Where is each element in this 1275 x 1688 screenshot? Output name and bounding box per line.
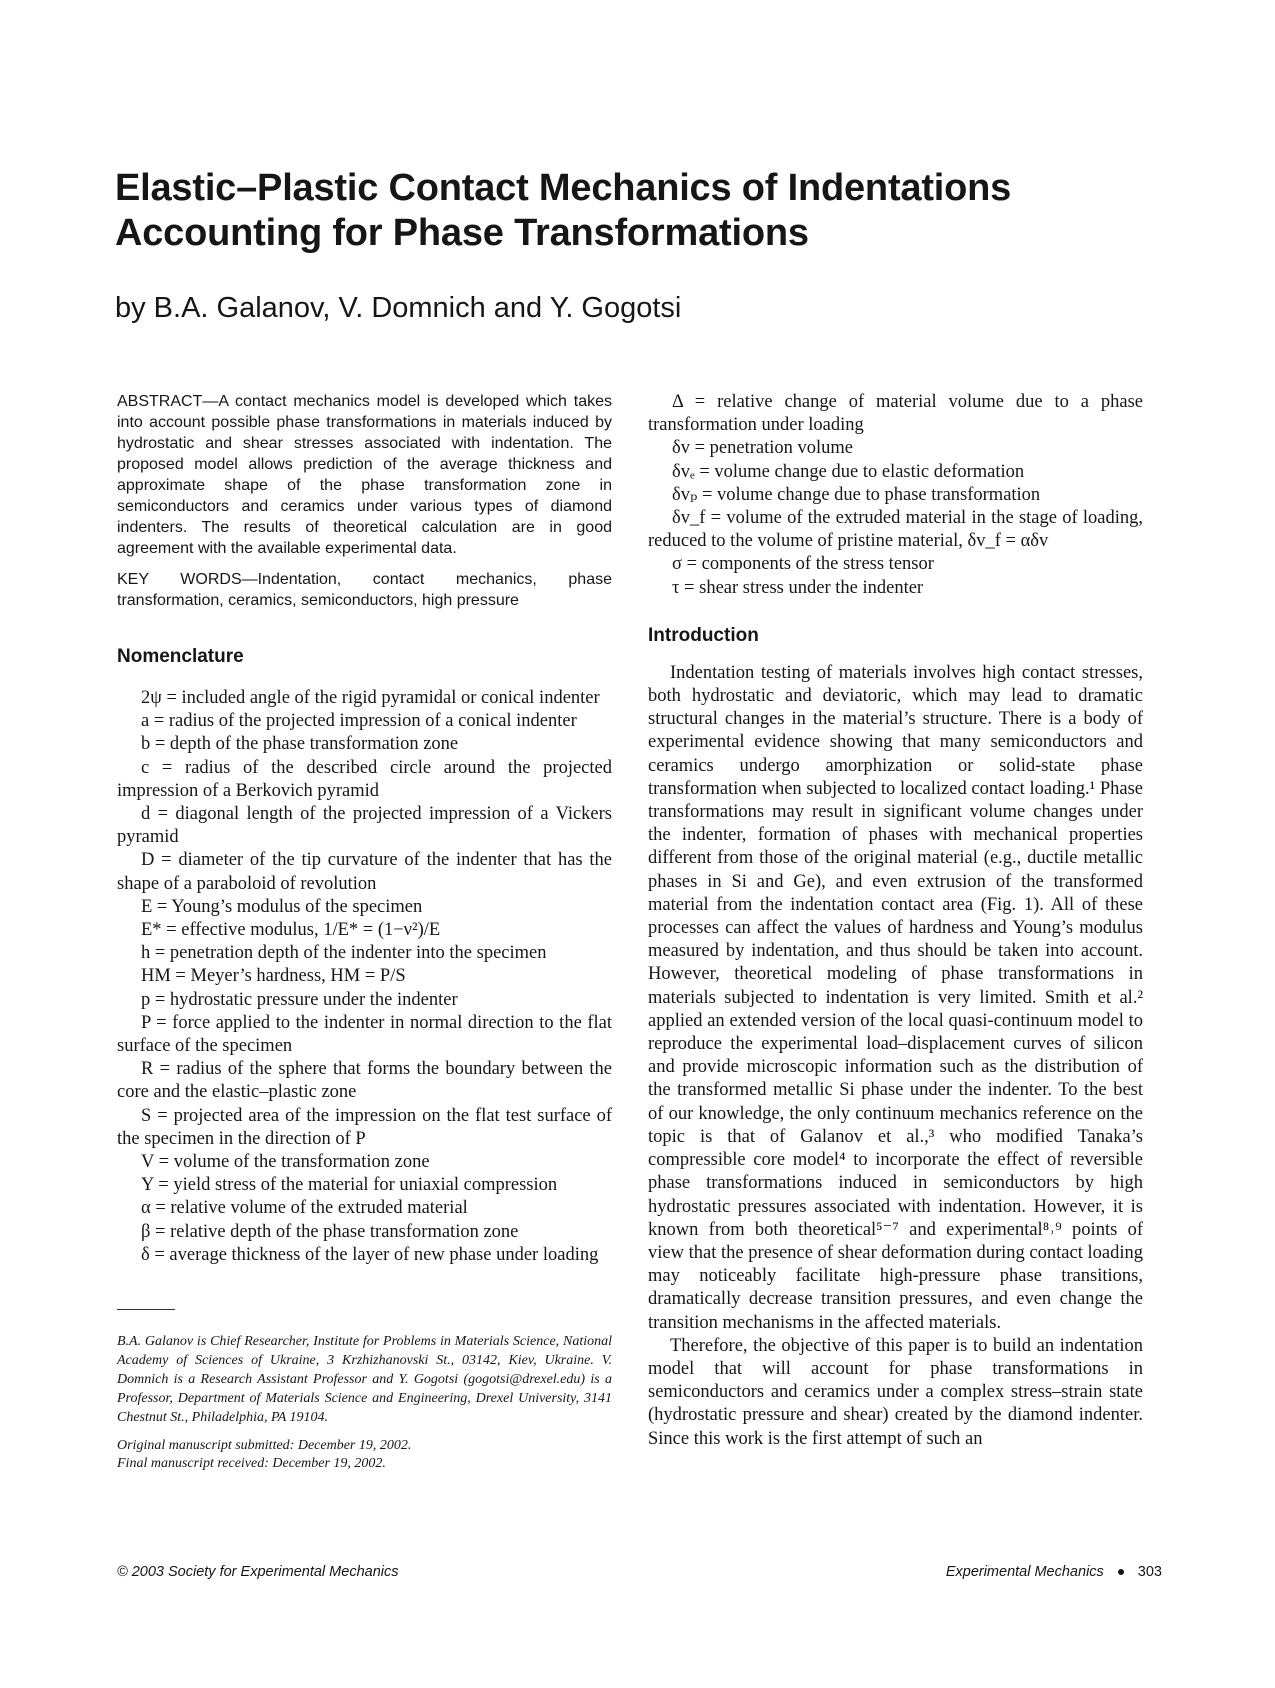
nomenclature-item: δvₑ = volume change due to elastic deformation [672,461,1025,482]
nomenclature-item: a = radius of the projected impression of a conical indenter [141,711,577,732]
nomenclature-item: δvₚ = volume change due to phase transformation [672,484,1041,505]
nomenclature-item: HM = Meyer’s hardness, HM = P/S [141,966,406,987]
received-date: Final manuscript received: December 19, 2002. [117,1456,386,1472]
introduction-paragraph: Therefore, the objective of this paper is to build an indentation model that will account for phase transformations in semiconductors and ceramics under a complex stress–strain state (hydrostatic pressure and shear) created by the diamond indenter. Since this work is the first attempt of such an [648,1335,1143,1449]
nomenclature-item: E = Young’s modulus of the specimen [141,896,423,917]
abstract-text: A contact mechanics model is developed which takes into account possible phase transformations in materials induced by hydrostatic and shear stresses associated with indentation. The proposed model allows prediction of the average thickness and approximate shape of the phase transformation zone in semiconductors and ceramics under various types of diamond indenters. The results of theoretical calculation are in good agreement with the available experimental data. [117,393,612,557]
nomenclature-heading: Nomenclature [117,646,244,667]
nomenclature-item: Δ = relative change of material volume due to a phase transformation under loading [648,392,1143,436]
nomenclature-item: Y = yield stress of the material for uniaxial compression [141,1175,558,1196]
right-column [648,391,1143,1451]
running-footer [946,1564,1162,1580]
nomenclature-item: d = diagonal length of the projected impression of a Vickers pyramid [117,804,612,848]
nomenclature-item: τ = shear stress under the indenter [672,577,924,598]
nomenclature-item: 2ψ = included angle of the rigid pyramidal or conical indenter [141,688,600,708]
abstract [117,391,612,559]
paper-title: Elastic–Plastic Contact Mechanics of Indentations Accounting for Phase Transformations [115,167,1012,254]
nomenclature-item: R = radius of the sphere that forms the boundary between the core and the elastic–plastic zone [117,1059,612,1103]
keywords-label: KEY WORDS— [117,571,258,588]
nomenclature-item: E* = effective modulus, 1/E* = (1−ν²)/E [141,920,441,941]
page-number: 303 [1137,1564,1162,1580]
nomenclature-item: δ = average thickness of the layer of new phase under loading [141,1244,599,1265]
author-line: by B.A. Galanov, V. Domnich and Y. Gogotsi [115,292,682,324]
abstract-label: ABSTRACT— [117,393,219,410]
nomenclature-item: V = volume of the transformation zone [141,1152,430,1173]
introduction-body [648,662,1143,1451]
nomenclature-item: δv = penetration volume [672,438,853,459]
nomenclature-list [117,687,612,1267]
submitted-date: Original manuscript submitted: December 19, 2002. [117,1438,412,1454]
journal-name: Experimental Mechanics [945,1564,1104,1580]
nomenclature-item: σ = components of the stress tensor [672,554,934,575]
copyright-notice: © 2003 Society for Experimental Mechanics [117,1564,399,1580]
keywords-text: Indentation, contact mechanics, phase transformation, ceramics, semiconductors, high pressure [117,571,612,609]
footnote-divider [117,1309,175,1310]
nomenclature-item: c = radius of the described circle around the projected impression of a Berkovich pyramid [117,757,612,801]
nomenclature-item: D = diameter of the tip curvature of the indenter that has the shape of a paraboloid of revolution [117,850,612,894]
author-affiliations: B.A. Galanov is Chief Researcher, Institute for Problems in Materials Science, National Academy of Sciences of Ukraine, 3 Krzhizhanovski St., 03142, Kiev, Ukraine. V. Domnich is a Research Assistant Professor and Y. Gogotsi (gogotsi@drexel.edu) is a Professor, Department of Materials Science and Engineering, Drexel University, 3141 Chestnut St., Philadelphia, PA 19104. [117,1334,612,1426]
nomenclature-item: δv_f = volume of the extruded material in the stage of loading, reduced to the volume of pristine material, δv_f = αδv [648,508,1143,552]
keywords [117,569,612,611]
nomenclature-item: p = hydrostatic pressure under the indenter [141,989,458,1010]
bullet-separator [1118,1569,1124,1575]
nomenclature-item: P = force applied to the indenter in normal direction to the flat surface of the specimen [117,1012,612,1057]
introduction-paragraph: Indentation testing of materials involves high contact stresses, both hydrostatic and deviatoric, which may lead to dramatic structural changes in the material’s structure. There is a body of experimental evidence showing that many semiconductors and ceramics undergo amorphization or solid-state phase transformation when subjected to localized contact loading.¹ Phase transformations may result in significant volume changes under the indenter, formation of phases with mechanical properties different from those of the original material (e.g., ductile metallic phases in Si and Ge), and even extrusion of the transformed material from the indentation contact area (Fig. 1). All of these processes can affect the values of hardness and Young’s modulus measured by indentation, and thus should be taken into account. However, theoretical modeling of phase transformations in materials subjected to indentation is very limited. Smith et al.² applied an extended version of the local quasi-continuum model to reproduce the experimental load–displacement curves of silicon and provide microscopic information such as the distribution of the transformed metallic Si phase under the indenter. To the best of our knowledge, the only continuum mechanics reference on the topic is that of Galanov et al.,³ who modified Tanaka’s compressible core model⁴ to incorporate the effect of reversible phase transformations induced in semiconductors by high hydrostatic pressures associated with indentation. However, it is known from both theoretical⁵⁻⁷ and experimental⁸˒⁹ points of view that the presence of shear deformation during contact loading may noticeably facilitate high-pressure phase transitions, dramatically decrease transition pressures, and even change the transition mechanisms in the affected materials. [648,662,1143,1333]
nomenclature-item: α = relative volume of the extruded material [141,1198,468,1219]
introduction-heading: Introduction [648,624,759,646]
nomenclature-item: S = projected area of the impression on the flat test surface of the specimen in the direction of P [117,1105,612,1149]
nomenclature-item: β = relative depth of the phase transformation zone [141,1221,519,1242]
left-column [117,391,612,1473]
nomenclature-list-continued [648,391,1143,600]
nomenclature-item: h = penetration depth of the indenter into the specimen [141,943,547,964]
nomenclature-item: b = depth of the phase transformation zone [141,734,459,755]
